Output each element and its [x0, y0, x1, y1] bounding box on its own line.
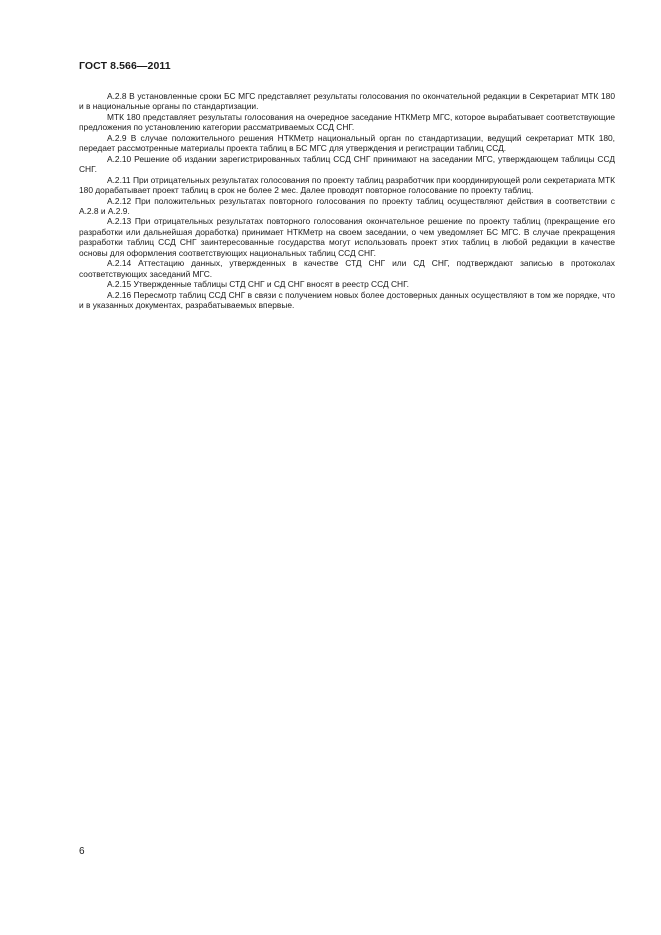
paragraph-a-2-10: А.2.10 Решение об издании зарегистрированных таблиц ССД СНГ принимают на заседании МГС, утверждающем таблицы ССД СНГ.: [79, 153, 615, 175]
paragraph-a-2-16: А.2.16 Пересмотр таблиц ССД СНГ в связи с получением новых более достоверных данных осуществляют в том же порядке, что и в указанных документах, разрабатываемых впервые.: [79, 289, 615, 311]
paragraph-a-2-15: А.2.15 Утвержденные таблицы СТД СНГ и СД СНГ вносят в реестр ССД СНГ.: [107, 279, 409, 290]
paragraph-a-2-14: А.2.14 Аттестацию данных, утвержденных в качестве СТД СНГ или СД СНГ, подтверждают записью в протоколах соответствующих заседаний МГС.: [79, 258, 615, 279]
paragraph-a-2-9: А.2.9 В случае положительного решения НТКМетр национальный орган по стандартизации, ведущий секретариат МТК 180, передает рассмотренные материалы проекта таблиц в БС МГС для утверждения и регистрации таблиц ССД.: [79, 132, 615, 154]
paragraph-a-2-12: А.2.12 При положительных результатах повторного голосования по проекту таблиц осуществляют действия в соответствии с А.2.8 и А.2.9.: [79, 195, 615, 216]
standard-code-header: ГОСТ 8.566—2011: [79, 60, 171, 72]
paragraph-a-2-8: А.2.8 В установленные сроки БС МГС представляет результаты голосования по окончательной редакции в Секретариат МТК 180 и в национальные органы по стандартизации.: [79, 91, 615, 112]
document-body: [79, 91, 615, 311]
paragraph-mtk-180: МТК 180 представляет результаты голосования на очередное заседание НТКМетр МГС, которое вырабатывает соответствующие предложения по установлению категории рассматриваемых ССД СНГ.: [79, 111, 615, 133]
page-number: 6: [79, 846, 85, 857]
paragraph-a-2-13: А.2.13 При отрицательных результатах повторного голосования окончательное решение по проекту таблиц (прекращение его разработки или дальнейшая доработка) принимает НТКМетр на своем заседании, о чем уведомляет БС МГС. В случае прекращения разработки таблиц ССД СНГ заинтересованные государства могут использовать проект этих таблиц в любой редакции в качестве основы для оформления соответствующих национальных таблиц ССД СНГ.: [79, 216, 615, 258]
paragraph-a-2-11: А.2.11 При отрицательных результатах голосования по проекту таблиц разработчик при координирующей роли секретариата МТК 180 дорабатывает проект таблиц в срок не более 2 мес. Далее проводят повторное голосование по проекту таблиц.: [79, 174, 615, 196]
